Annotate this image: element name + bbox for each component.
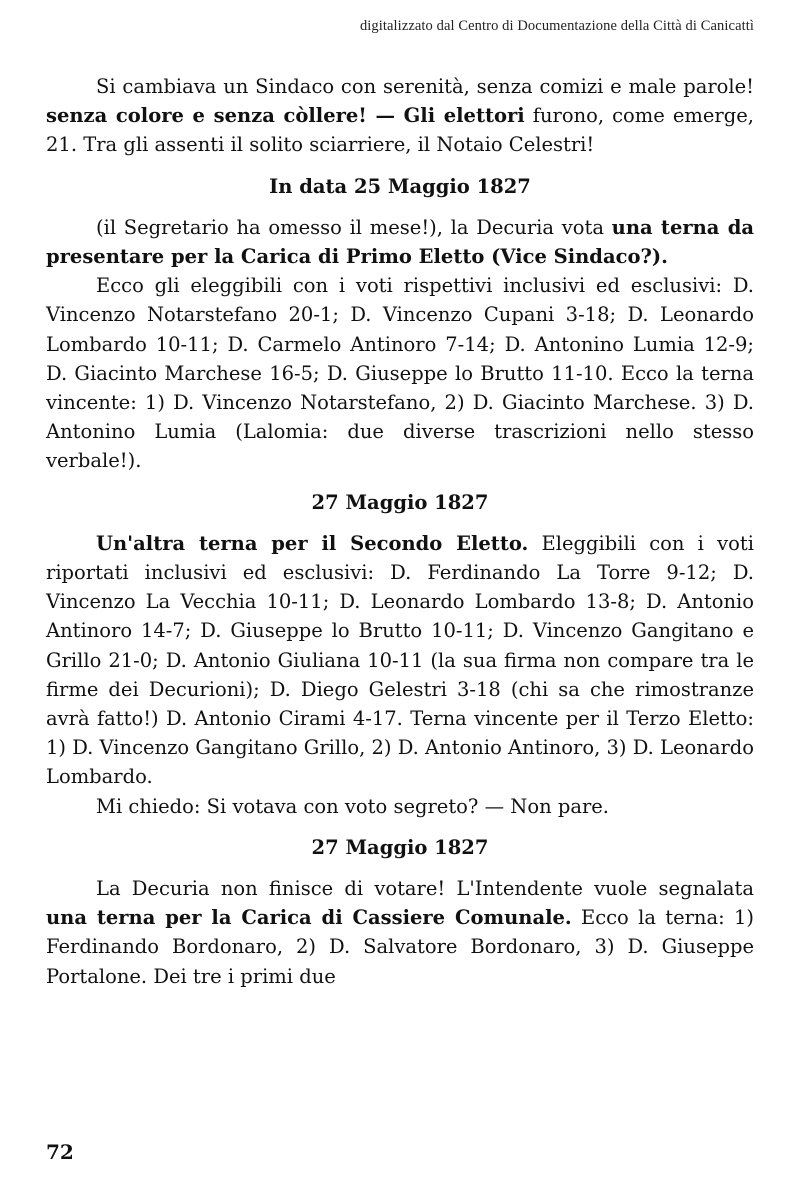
paragraph-5: Mi chiedo: Si votava con voto segreto? — Non pare. [96, 794, 609, 818]
p6-text-a: La Decuria non finisce di votare! L'Intendente vuole segnalata [96, 877, 754, 901]
p6-text-bold: una terna per la Carica di Cassiere Comunale. [46, 906, 572, 930]
section-heading-2: 27 Maggio 1827 [311, 490, 489, 514]
paragraph-2 [46, 213, 754, 271]
p6-text-c: Ecco la terna: 1) Ferdinando Bordonaro, 2) D. Salvatore Bordonaro, 3) D. Giuseppe Portalone. Dei tre i primi due [46, 906, 754, 988]
p1-text-a: Si cambiava un Sindaco con serenità, senza comizi e male parole! [96, 75, 754, 98]
p4-text-bold: Un'altra terna per il Secondo Eletto. [96, 531, 529, 555]
p4-text-b: Eleggibili con i voti riportati inclusivi ed esclusivi: D. Ferdinando La Torre 9-12; D. Vincenzo La Vecchia 10-11; D. Leonardo Lombardo 13-8; D. Antonio Antinoro 14-7; D. Giuseppe lo Brutto 10-11; D. Vincenzo Gangitano e Grillo 21-0; D. Antonio Giuliana 10-11 (la sua firma non compare tra le firme dei Decurioni); D. Diego Gelestri 3-18 (chi sa che rimostranze avrà fatto!) D. Antonio Cirami 4-17. Terna vincente per il Terzo Eletto: 1) D. Vincenzo Gangitano Grillo, 2) D. Antonio Antinoro, 3) D. Leonardo Lombardo. [46, 531, 754, 789]
page-number: 72 [46, 1140, 74, 1164]
page-body [46, 72, 754, 991]
p1-text-c: furono, come emerge, 21. Tra gli assenti il solito sciarriere, il Notaio Celestri! [46, 104, 754, 157]
paragraph-3: Ecco gli eleggibili con i voti rispettivi inclusivi ed esclusivi: D. Vincenzo Notarstefano 20-1; D. Vincenzo Cupani 3-18; D. Leonardo Lombardo 10-11; D. Carmelo Antinoro 7-14; D. Antonino Lumia 12-9; D. Giacinto Marchese 16-5; D. Giuseppe lo Brutto 11-10. Ecco la terna vincente: 1) D. Vincenzo Notarstefano, 2) D. Giacinto Marchese. 3) D. Antonino Lumia (Lalomia: due diverse trascrizioni nello stesso verbale!). [46, 274, 754, 473]
paragraph-6 [46, 874, 754, 991]
paragraph-4 [46, 529, 754, 792]
digitization-credit: digitalizzato dal Centro di Documentazione della Città di Canicattì [359, 18, 754, 34]
section-heading-1: In data 25 Maggio 1827 [269, 174, 531, 198]
p1-text-bold: senza colore e senza còllere! — Gli elettori [46, 104, 525, 128]
p2-text-bold: una terna da presentare per la Carica di Primo Eletto (Vice Sindaco?). [46, 215, 754, 269]
section-heading-3: 27 Maggio 1827 [311, 835, 489, 859]
p2-text-a: (il Segretario ha omesso il mese!), la Decuria vota [96, 215, 612, 239]
paragraph-1 [46, 72, 754, 160]
